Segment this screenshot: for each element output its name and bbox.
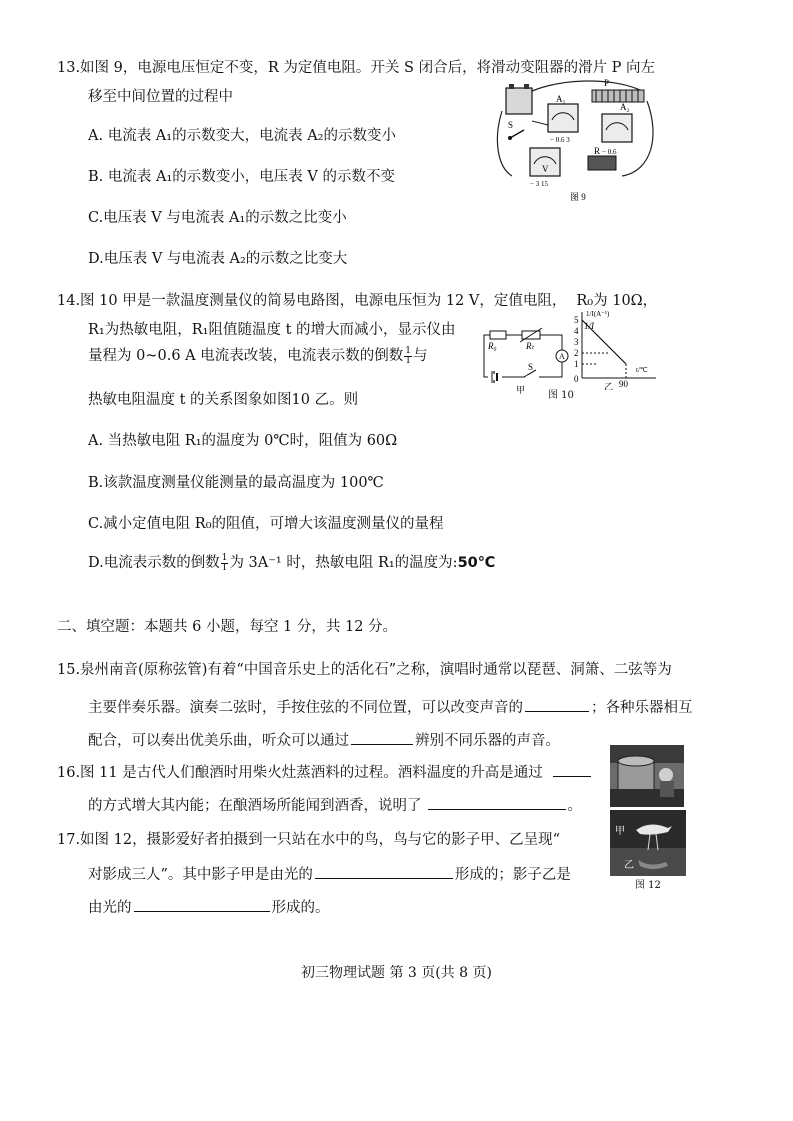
q14-stem-line1-text: 14.图 10 甲是一款温度测量仪的简易电路图，电源电压恒为 12 V，定值电阻，	[57, 293, 567, 309]
rheostat-icon	[592, 90, 644, 102]
q14-stem-line3-pre: 量程为 0~0.6 A 电流表改装，电流表示数的倒数	[88, 348, 404, 364]
q14-option-c: C.减小定值电阻 R₀的阻值，可增大该温度测量仪的量程	[88, 516, 444, 532]
fig9-label-s: S	[508, 120, 514, 130]
fig10-label-s: S	[528, 362, 534, 372]
fig9-label-range3: − 3 15	[530, 180, 548, 188]
page-footer: 初三物理试题 第 3 页(共 8 页)	[301, 965, 492, 981]
q16-line1-pre: 16.图 11 是古代人们酿酒时用柴火灶蒸酒料的过程。酒料温度的升高是通过	[57, 765, 543, 781]
q14-stem-line4: 热敏电阻温度 t 的关系图象如图10 乙。则	[88, 392, 359, 408]
q15-line2	[88, 697, 693, 718]
r0-resistor-icon	[490, 331, 506, 339]
figure-10-caption: 图 10	[548, 390, 574, 401]
q14-frac-bottom: I	[406, 355, 410, 366]
q14-fraction	[404, 347, 412, 366]
q13-option-b: B. 电流表 A₁的示数变小，电压表 V 的示数不变	[88, 169, 395, 185]
q15-blank-2[interactable]	[351, 730, 413, 745]
q17-line1: 17.如图 12，摄影爱好者拍摄到一只站在水中的鸟，鸟与它的影子甲、乙呈现“	[57, 832, 561, 848]
q14-option-d-pre: D.电流表示数的倒数	[88, 555, 220, 571]
q15-line3-post: 辨别不同乐器的声音。	[415, 733, 560, 749]
q16-line1	[57, 762, 593, 783]
fig10-label-jia: 甲	[516, 385, 526, 395]
q14-r0-value: R₀为 10Ω，	[576, 293, 658, 309]
q14-option-d-value: 50℃	[457, 555, 496, 571]
q15-line3-pre: 配合，可以奏出优美乐曲，听众可以通过	[88, 733, 349, 749]
q14-option-d-mid: 为 3A⁻¹ 时，热敏电阻 R₁的温度为:	[229, 555, 458, 571]
q14-stem-line3-post: 与	[412, 348, 428, 364]
q16-blank-2[interactable]	[428, 795, 566, 810]
q13-option-a: A. 电流表 A₁的示数变大，电流表 A₂的示数变小	[88, 128, 396, 144]
fig9-label-range1: − 0.6 3	[550, 136, 570, 144]
q14-option-d-fraction	[221, 554, 229, 573]
q15-line2-pre: 主要伴奏乐器。演奏二弦时，手按住弦的不同位置，可以改变声音的	[88, 700, 523, 716]
fig9-label-p: P	[604, 78, 610, 88]
q14-stem-line3	[88, 346, 427, 366]
fig10-xtick-90: 90	[619, 379, 628, 389]
battery-icon	[506, 88, 532, 114]
q14-option-b: B.该款温度测量仪能测量的最高温度为 100℃	[88, 475, 384, 491]
fig10-label-rt: Rₜ	[526, 341, 535, 351]
fig12-label-yi: 乙	[624, 860, 634, 871]
fig10-origin: 0	[574, 374, 579, 384]
fig10-ytick-1: 1	[574, 359, 579, 369]
switch-icon	[510, 130, 524, 138]
q17-line2-pre: 对影成三人”。其中影子甲是由光的	[88, 867, 313, 883]
q17-line3	[88, 897, 330, 918]
q13-option-c: C.电压表 V 与电流表 A₁的示数之比变小	[88, 210, 347, 226]
q17-blank-1[interactable]	[315, 864, 453, 879]
q14-option-d	[88, 553, 495, 573]
figure-9-caption: 图 9	[570, 192, 586, 202]
q13-option-d: D.电压表 V 与电流表 A₂的示数之比变大	[88, 251, 348, 267]
figure-12-caption: 图 12	[635, 880, 661, 891]
fig10-ytick-5: 5	[574, 315, 579, 325]
fig9-label-range2: − 0.6	[602, 148, 617, 156]
section2-heading: 二、填空题：本题共 6 小题，每空 1 分，共 12 分。	[57, 619, 398, 635]
fig9-label-a2: A₂	[620, 102, 630, 112]
q15-blank-1[interactable]	[525, 697, 589, 712]
fig9-label-r: R	[594, 146, 601, 156]
q15-line1: 15.泉州南音(原称弦管)有着“中国音乐史上的活化石”之称，演唱时通常以琵琶、洞箫、二弦等为	[57, 662, 672, 678]
q16-line2	[88, 795, 582, 816]
q13-stem-line1: 13.如图 9，电源电压恒定不变，R 为定值电阻。开关 S 闭合后，将滑动变阻器的滑片 P 向左	[57, 60, 656, 76]
q17-line2-post: 形成的；影子乙是	[454, 867, 571, 883]
fig10-ytick-3: 3	[574, 337, 579, 347]
fig10-ytick-2: 2	[574, 348, 579, 358]
q17-line2	[88, 864, 571, 885]
q13-stem-line2: 移至中间位置的过程中	[88, 89, 233, 105]
fig10-xlabel: t/℃	[636, 366, 648, 374]
q17-line3-post: 形成的。	[271, 900, 330, 916]
q16-blank-1[interactable]	[553, 762, 591, 777]
fig10-curve-label: 1/I	[584, 321, 594, 331]
figure-10-graph	[566, 308, 662, 390]
q14-option-a: A. 当热敏电阻 R₁的温度为 0℃时，阻值为 60Ω	[88, 433, 398, 449]
resistor-icon	[588, 156, 616, 170]
q14-optd-frac-bottom: I	[222, 562, 227, 573]
q17-line3-pre: 由光的	[88, 900, 132, 916]
fig10-ylabel: 1/I(A⁻¹)	[586, 310, 610, 318]
q15-line2-post: ；各种乐器相互	[591, 700, 693, 716]
fig12-label-jia: 甲	[615, 826, 625, 837]
fig9-label-a1: A₁	[556, 94, 566, 104]
fig9-label-v: V	[542, 164, 549, 174]
q15-line3	[88, 730, 560, 751]
q17-blank-2[interactable]	[134, 897, 270, 912]
figure-12-photo	[610, 810, 686, 876]
figure-9-circuit-illustration	[492, 76, 660, 206]
q16-line2-post: 。	[567, 798, 582, 814]
fig10-ytick-4: 4	[574, 326, 579, 336]
fig10-label-ammeter: A	[559, 352, 565, 361]
figure-11-photo	[610, 745, 684, 807]
fig10-label-r0: R₀	[488, 341, 497, 351]
q14-frac-top: 1	[405, 345, 411, 356]
q16-line2-pre: 的方式增大其内能；在酿酒场所能闻到酒香，说明了	[88, 798, 422, 814]
fig10-label-yi: 乙	[604, 382, 614, 390]
q14-optd-frac-top: 1	[221, 552, 228, 563]
q14-stem-line2: R₁为热敏电阻，R₁阻值随温度 t 的增大而减小，显示仪由	[88, 322, 456, 338]
